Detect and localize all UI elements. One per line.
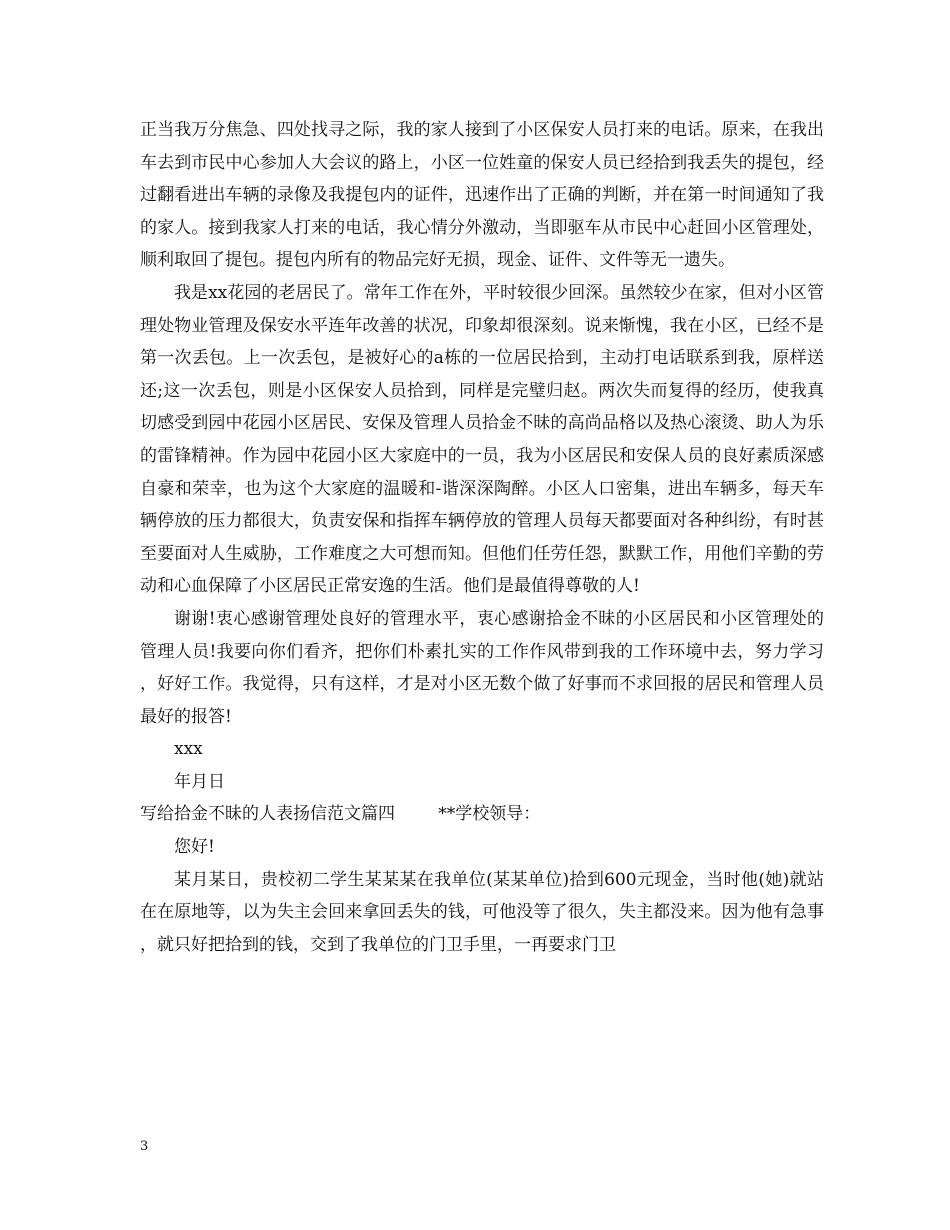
paragraph-resident-gratitude: 我是xx花园的老居民了。常年工作在外，平时较很少回深。虽然较少在家，但对小区管理处物业管理及保安水平连年改善的状况，印象却很深刻。说来惭愧，我在小区，已经不是第一次丢包。上一次丢包，是被好心的a栋的一位居民拾到，主动打电话联系到我，原样送还;这一次丢包，则是小区保安人员拾到，同样是完璧归赵。两次失而复得的经历，使我真切感受到园中花园小区居民、安保及管理人员拾金不昧的高尚品格以及热心滚烫、助人为乐的雷锋精神。作为园中花园小区大家庭中的一员，我为小区居民和安保人员的良好素质深感自豪和荣幸，也为这个大家庭的温暖和-谐深深陶醉。小区人口密集，进出车辆多，每天车辆停放的压力都很大，负责安保和指挥车辆停放的管理人员每天都要面对各种纠纷，有时甚至要面对人生威胁，工作难度之大可想而知。但他们任劳任怨，默默工作，用他们辛勤的劳动和心血保障了小区居民正常安逸的生活。他们是最值得尊敬的人!	[140, 282, 824, 597]
paragraph-thanks: 谢谢!衷心感谢管理处良好的管理水平，衷心感谢拾金不昧的小区居民和小区管理处的管理人员!我要向你们看齐，把你们朴素扎实的工作作风带到我的工作环境中去，努力学习，好好工作。我觉得，只有这样，才是对小区无数个做了好事而不求回报的居民和管理人员最好的报答!	[140, 608, 824, 727]
document-body	[140, 114, 824, 961]
signature: xxx	[174, 739, 203, 760]
section-title: 写给拾金不昧的人表扬信范文篇四	[140, 804, 395, 825]
page-number: 3	[140, 1139, 149, 1154]
greeting: 您好!	[174, 837, 215, 858]
section-salutation: **学校领导：	[438, 804, 541, 825]
heading-gap	[395, 804, 438, 824]
date-line: 年月日	[174, 771, 225, 792]
section-heading	[140, 798, 824, 831]
paragraph-school-letter: 某月某日，贵校初二学生某某某在我单位(某某单位)拾到600元现金，当时他(她)就站在在原地等，以为失主会回来拿回丢失的钱，可他没等了很久，失主都没来。因为他有急事，就只好把拾到的钱，交到了我单位的门卫手里，一再要求门卫	[140, 869, 824, 955]
paragraph-phone-call: 正当我万分焦急、四处找寻之际，我的家人接到了小区保安人员打来的电话。原来，在我出车去到市民中心参加人大会议的路上，小区一位姓童的保安人员已经拾到我丢失的提包，经过翻看进出车辆的录像及我提包内的证件，迅速作出了正确的判断，并在第一时间通知了我的家人。接到我家人打来的电话，我心情分外激动，当即驱车从市民中心赶回小区管理处，顺利取回了提包。提包内所有的物品完好无损，现金、证件、文件等无一遗失。	[140, 120, 824, 271]
